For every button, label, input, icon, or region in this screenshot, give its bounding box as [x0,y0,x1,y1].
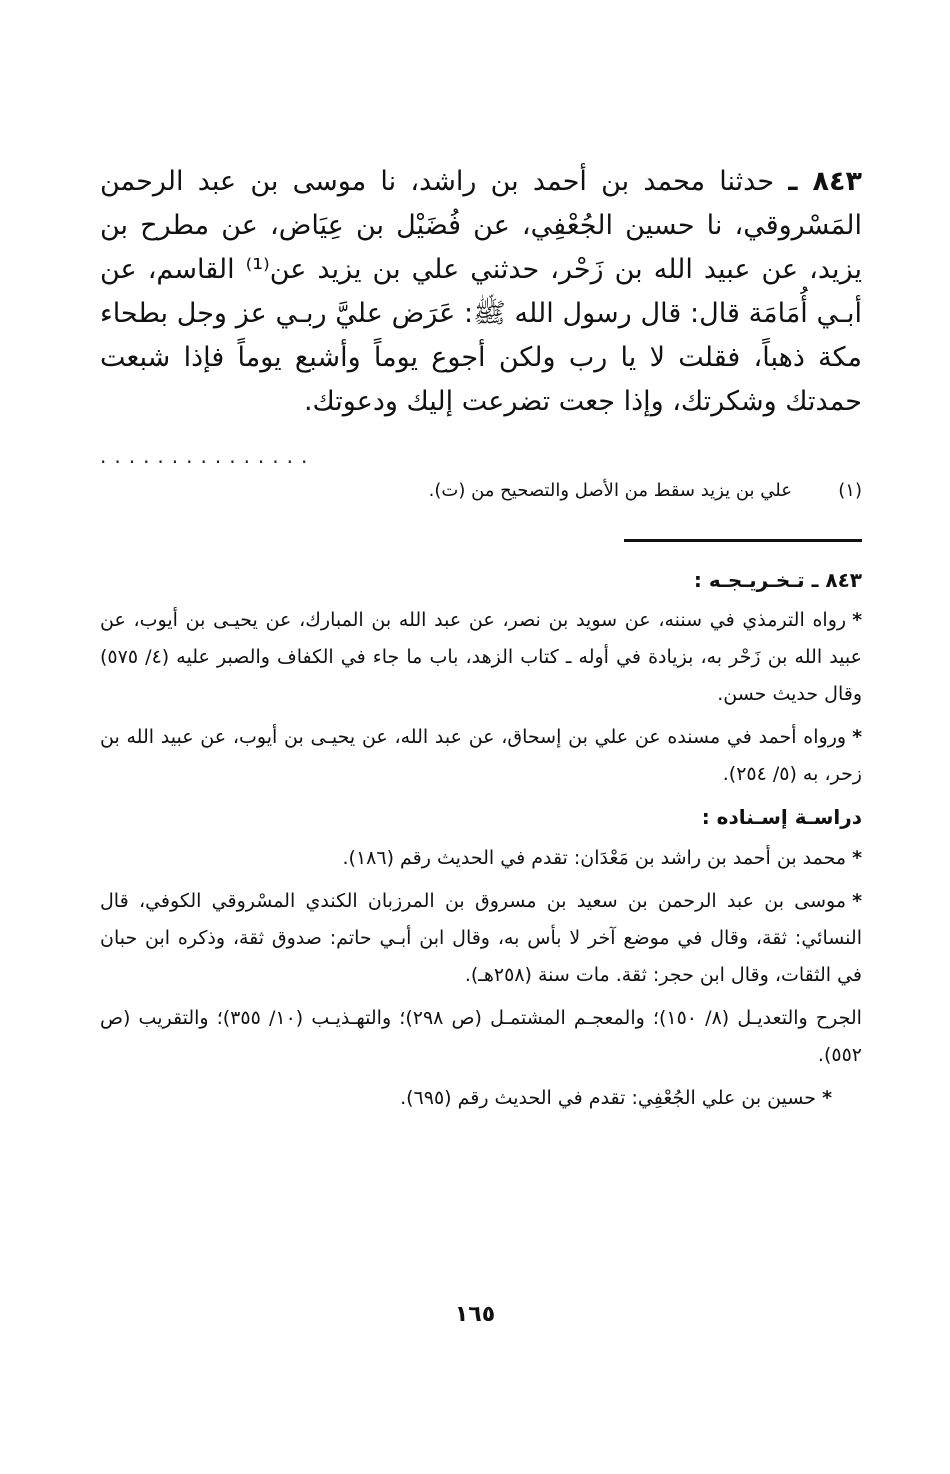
section-divider [624,539,862,542]
bullet-star-icon: * [852,890,862,912]
takhrij-section [100,602,862,1117]
takhrij-heading: ٨٤٣ ـ تـخـريـجـه : [693,568,862,592]
hadith-number: ٨٤٣ ـ [788,166,862,197]
page-body [100,160,862,1123]
bullet-star-icon: * [852,726,862,748]
bullet-star-icon: * [822,1087,832,1109]
dirasa-heading: دراسـة إسـناده : [701,805,862,829]
dirasa-paragraph-text: حسين بن علي الجُعْفِي: تقدم في الحديث رقم (٦٩٥). [400,1087,817,1109]
dirasa-paragraph-text: موسى بن عبد الرحمن بن سعيد بن مسروق بن المرزبان الكندي المسْروقي الكوفي، قال النسائي: ثقة، وقال في موضع آخر لا بأس به، وقال ابن أبـي حاتم: صدوق ثقة، وذكره ابن حبان في الثقات، وقال ابن حجر: ثقة. مات سنة (٢٥٨هـ). [100,890,862,986]
bullet-star-icon: * [852,609,862,631]
footnote [100,480,862,501]
dirasa-paragraph [100,840,862,877]
dirasa-references: الجرح والتعديـل (٨/ ١٥٠)؛ والمعجـم المشتمـل (ص ٢٩٨)؛ والتهـذيـب (١٠/ ٣٥٥)؛ والتقريب (ص ٥٥٢). [100,1007,862,1066]
takhrij-paragraph-text: رواه الترمذي في سننه، عن سويد بن نصر، عن عبد الله بن المبارك، عن يحيـى بن أيوب، عن عبيد الله بن زَحْر به، بزيادة في أوله ـ كتاب الزهد، باب ما جاء في الكفاف والصبر عليه (٤/ ٥٧٥) وقال حديث حسن. [100,609,862,705]
takhrij-paragraph [100,602,862,713]
dirasa-paragraph-text: محمد بن أحمد بن راشد بن مَعْدَان: تقدم في الحديث رقم (١٨٦). [342,847,847,869]
footnote-separator-dots: ............... [100,444,316,468]
page-number: ١٦٥ [454,1302,496,1327]
footnote-number: (١) [838,480,862,501]
dirasa-paragraph [100,1080,862,1117]
hadith-text: حدثنا محمد بن أحمد بن راشد، نا موسى بن عبد الرحمن المَسْروقي، نا حسين الجُعْفِي، عن فُضَيْل بن عِيَاض، عن مطرح بن يزيد، عن عبيد الله بن زَحْر، حدثني علي بن يزيد عن⁽¹⁾ القاسم، عن أبـي أُمَامَة قال: قال رسول الله ﷺ: عَرَض عليَّ ربـي عز وجل بطحاء مكة ذهباً، فقلت لا يا رب ولكن أجوع يوماً وأشبع يوماً فإذا شبعت حمدتك وشكرتك، وإذا جعت تضرعت إليك ودعوتك. [100,166,862,417]
hadith-text-block [100,160,862,424]
footnote-text: علي بن يزيد سقط من الأصل والتصحيح من (ت). [428,480,792,501]
bullet-star-icon: * [852,847,862,869]
dirasa-paragraph [100,883,862,994]
takhrij-paragraph [100,719,862,793]
takhrij-paragraph-text: ورواه أحمد في مسنده عن علي بن إسحاق، عن عبد الله، عن يحيـى بن أيوب، عن عبيد الله بن زحر، به (٥/ ٢٥٤). [100,726,862,785]
